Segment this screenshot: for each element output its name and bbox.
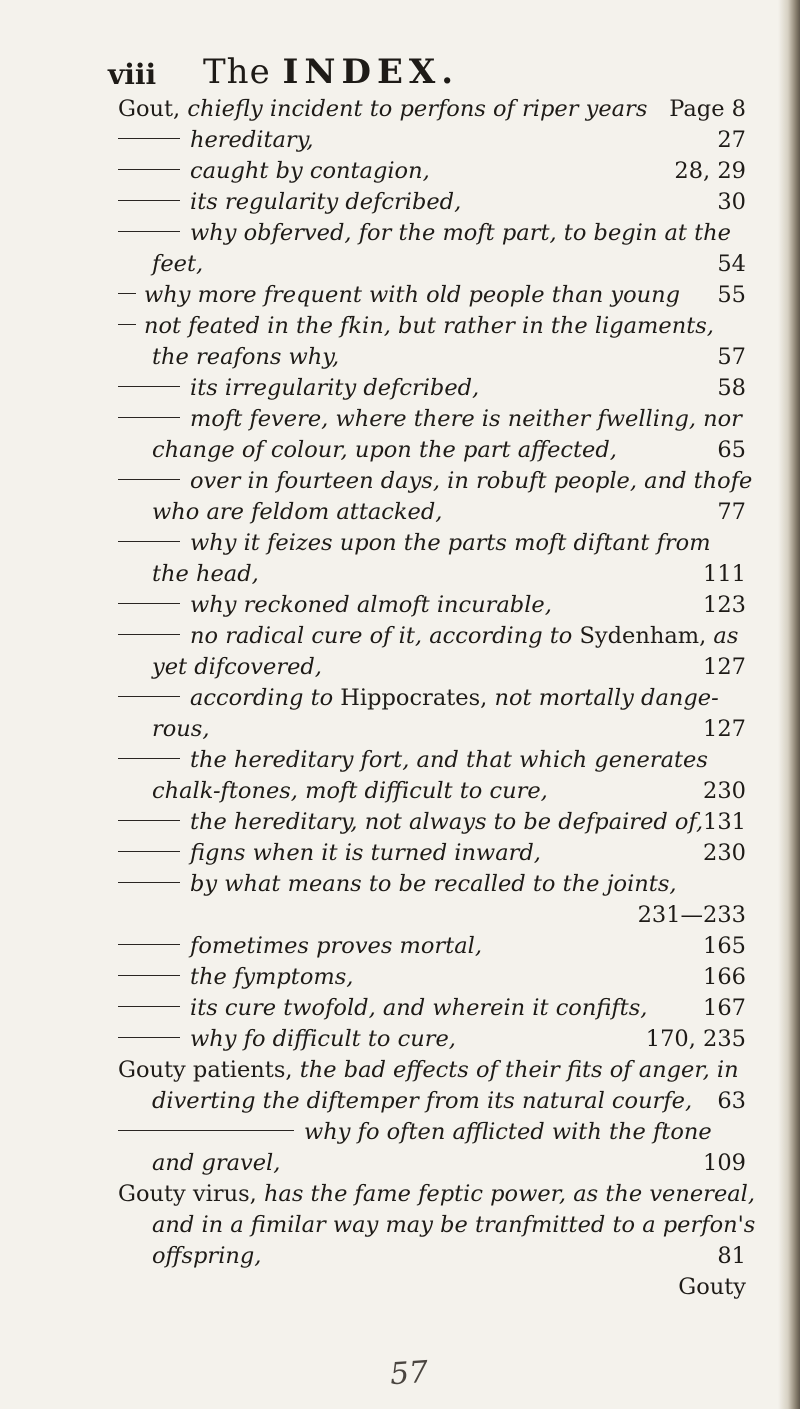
entry-continuation: who are feldom attacked,: [152, 499, 443, 525]
page-reference: 28, 29: [674, 158, 746, 184]
entry-continuation: and in a fimilar way may be tranfmitted to a perfon's: [152, 1212, 756, 1238]
page-edge-shadow: [778, 0, 800, 1409]
index-line: [118, 1024, 758, 1055]
ditto-dash: [118, 882, 180, 883]
entry-text: caught by contagion,: [190, 158, 430, 184]
entry-continuation: offspring,: [152, 1243, 262, 1269]
index-line: [118, 125, 758, 156]
running-title: [203, 52, 459, 92]
entry-text: why reckoned almoft incurable,: [190, 592, 552, 618]
index-line: [118, 714, 758, 745]
entry-proper-name: Hippocrates,: [333, 685, 488, 711]
page-reference: 77: [717, 499, 746, 525]
entry-text: why more frequent with old people than young: [144, 282, 681, 308]
entry-text: moft fevere, where there is neither fwelling, nor: [190, 406, 742, 432]
page-reference: 63: [717, 1088, 746, 1114]
index-line: [118, 1210, 758, 1241]
entry-text: the hereditary, not always to be defpaired of,: [190, 809, 704, 835]
ditto-dash: [118, 1037, 180, 1038]
entry-text: according to: [190, 685, 334, 711]
index-line: [118, 280, 758, 311]
index-line: [118, 187, 758, 218]
folio-number: viii: [108, 58, 157, 91]
index-line: [118, 528, 758, 559]
entry-text: why fo difficult to cure,: [190, 1026, 456, 1052]
ditto-dash: [118, 944, 180, 945]
index-line: [118, 311, 758, 342]
entry-continuation: and gravel,: [152, 1150, 281, 1176]
ditto-dash: [118, 169, 180, 170]
page-reference: 111: [703, 561, 746, 587]
entry-text: no radical cure of it, according to: [190, 623, 573, 649]
page-reference: 131: [703, 809, 746, 835]
entry-text: the hereditary fort, and that which generates: [190, 747, 708, 773]
index-line: [118, 1179, 758, 1210]
index-line: [118, 776, 758, 807]
catchword-line: [118, 1272, 758, 1303]
entry-headword: Gout,: [118, 96, 181, 122]
page-reference: 27: [717, 127, 746, 153]
index-line: [118, 342, 758, 373]
index-line: [118, 404, 758, 435]
entry-text: chiefly incident to perfons of riper years: [187, 96, 648, 122]
entry-continuation: rous,: [152, 716, 210, 742]
index-line: [118, 156, 758, 187]
index-line: [118, 807, 758, 838]
index-line: [118, 962, 758, 993]
ditto-dash: [118, 293, 136, 294]
entry-text: why it feizes upon the parts moft diftant from: [190, 530, 711, 556]
page-reference: 81: [717, 1243, 746, 1269]
ditto-dash: [118, 386, 180, 387]
index-line: [118, 94, 758, 125]
entry-continuation: diverting the diftemper from its natural courfe,: [152, 1088, 693, 1114]
page-reference: 167: [703, 995, 746, 1021]
entry-continuation: the head,: [152, 561, 259, 587]
index-line: [118, 1241, 758, 1272]
ditto-dash: [118, 1130, 294, 1131]
entry-continuation: the reafons why,: [152, 344, 340, 370]
index-line: [118, 869, 758, 900]
entry-continuation: yet difcovered,: [152, 654, 322, 680]
entry-text: by what means to be recalled to the joints,: [190, 871, 677, 897]
page-reference: 230: [703, 778, 746, 804]
ditto-dash: [118, 851, 180, 852]
page-reference: 230: [703, 840, 746, 866]
index-entries: [118, 94, 758, 1303]
page-reference: 166: [703, 964, 746, 990]
entry-headword: Gouty patients,: [118, 1057, 293, 1083]
entry-proper-name: Sydenham,: [572, 623, 707, 649]
page-reference: 30: [717, 189, 746, 215]
entry-text: has the fame feptic power, as the venereal,: [263, 1181, 756, 1207]
entry-text: the fymptoms,: [190, 964, 354, 990]
page-reference: 165: [703, 933, 746, 959]
catchword: Gouty: [678, 1274, 746, 1300]
index-line: [118, 466, 758, 497]
page-reference: 170, 235: [645, 1026, 746, 1052]
index-line: [118, 900, 758, 931]
entry-text: the bad effects of their fits of anger, in: [299, 1057, 739, 1083]
entry-text: why obferved, for the moft part, to begin at the: [190, 220, 731, 246]
page-reference: 127: [703, 654, 746, 680]
entry-text: fometimes proves mortal,: [190, 933, 482, 959]
ditto-dash: [118, 541, 180, 542]
page-reference: 231—233: [637, 902, 746, 928]
index-line: [118, 838, 758, 869]
page-reference: 127: [703, 716, 746, 742]
entry-continuation: feet,: [152, 251, 204, 277]
entry-text-tail: as: [706, 623, 739, 649]
index-line: [118, 745, 758, 776]
entry-text: why fo often afflicted with the ftone: [304, 1119, 712, 1145]
ditto-dash: [118, 634, 180, 635]
index-line: [118, 1055, 758, 1086]
index-line: [118, 590, 758, 621]
index-line: [118, 621, 758, 652]
index-line: [118, 931, 758, 962]
entry-text: its regularity defcribed,: [190, 189, 462, 215]
index-line: [118, 993, 758, 1024]
running-title-caps: INDEX.: [282, 52, 460, 92]
entry-text: hereditary,: [190, 127, 314, 153]
ditto-dash: [118, 696, 180, 697]
ditto-dash: [118, 200, 180, 201]
entry-text: its irregularity defcribed,: [190, 375, 480, 401]
entry-text: its cure twofold, and wherein it confifts,: [190, 995, 648, 1021]
running-title-prefix: The: [203, 52, 283, 92]
index-line: [118, 1086, 758, 1117]
index-line: [118, 497, 758, 528]
page-reference: Page 8: [669, 96, 746, 122]
ditto-dash: [118, 417, 180, 418]
page-reference: 58: [717, 375, 746, 401]
page-reference: 57: [717, 344, 746, 370]
index-line: [118, 1117, 758, 1148]
index-line: [118, 218, 758, 249]
ditto-dash: [118, 324, 136, 325]
index-line: [118, 559, 758, 590]
index-line: [118, 652, 758, 683]
entry-continuation: change of colour, upon the part affected,: [152, 437, 617, 463]
index-line: [118, 1148, 758, 1179]
page-reference: 109: [703, 1150, 746, 1176]
ditto-dash: [118, 975, 180, 976]
index-line: [118, 373, 758, 404]
entry-headword: Gouty virus,: [118, 1181, 257, 1207]
handwritten-note: 57: [388, 1354, 430, 1393]
index-line: [118, 435, 758, 466]
ditto-dash: [118, 479, 180, 480]
entry-text: over in fourteen days, in robuft people, and thofe: [190, 468, 753, 494]
entry-continuation: chalk-ftones, moft difficult to cure,: [152, 778, 548, 804]
ditto-dash: [118, 138, 180, 139]
entry-text-tail: not mortally dange-: [487, 685, 719, 711]
entry-text: figns when it is turned inward,: [190, 840, 541, 866]
entry-text: not feated in the fkin, but rather in the ligaments,: [144, 313, 714, 339]
page-reference: 65: [717, 437, 746, 463]
index-line: [118, 683, 758, 714]
page-reference: 123: [703, 592, 746, 618]
index-line: [118, 249, 758, 280]
ditto-dash: [118, 820, 180, 821]
page-reference: 54: [717, 251, 746, 277]
ditto-dash: [118, 1006, 180, 1007]
page-header: [108, 52, 708, 96]
ditto-dash: [118, 231, 180, 232]
page-reference: 55: [717, 282, 746, 308]
ditto-dash: [118, 758, 180, 759]
ditto-dash: [118, 603, 180, 604]
